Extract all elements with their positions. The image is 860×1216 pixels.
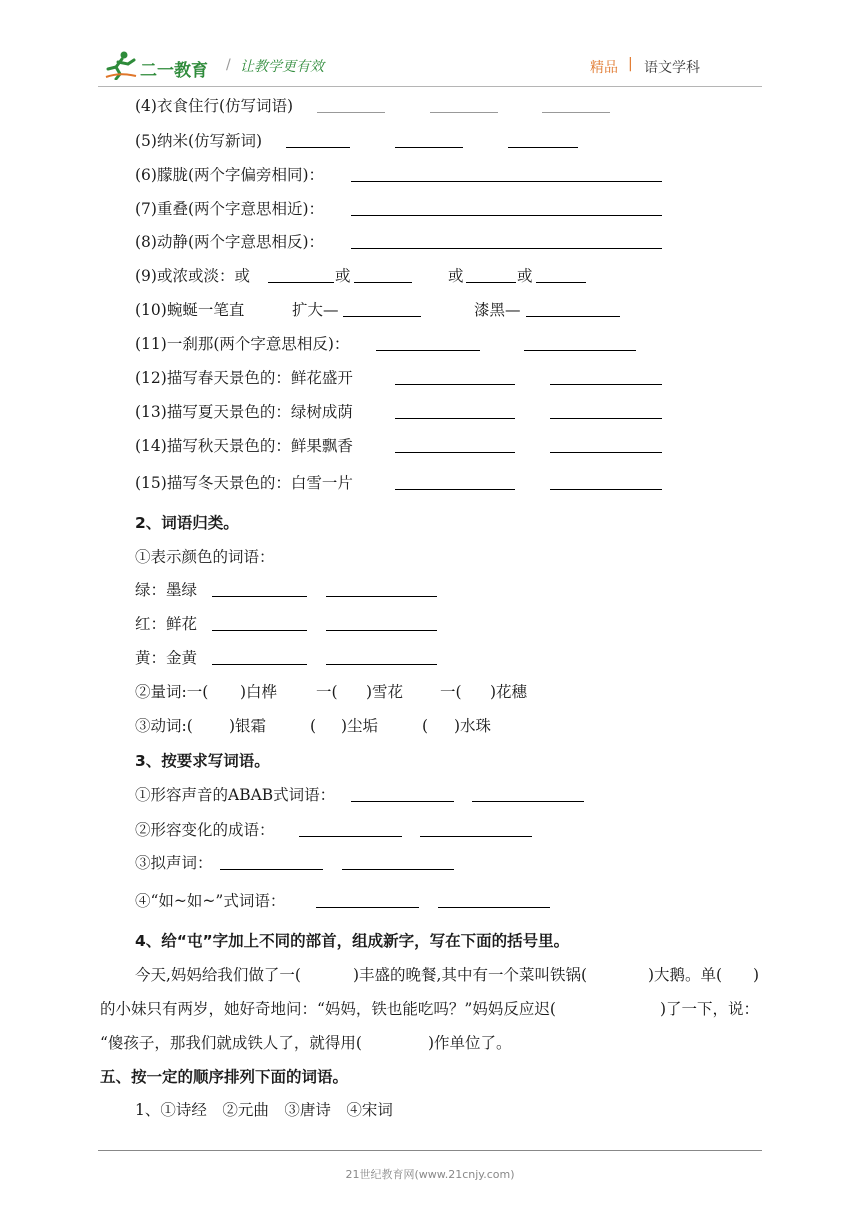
blank[interactable] <box>550 404 662 419</box>
section-2-title: 2、词语归类。 <box>135 514 239 532</box>
slogan: 让教学更有效 <box>240 59 324 75</box>
item-8 <box>135 232 324 252</box>
item-10-dark: 漆黑— <box>474 301 521 319</box>
blank[interactable] <box>395 404 515 419</box>
page-header <box>0 48 860 88</box>
ru-ru-prompt: ④“如~如~”式词语： <box>135 892 286 910</box>
item-5 <box>135 131 262 151</box>
measure-word-text: 一( <box>316 683 338 701</box>
verb-text: )尘垢 <box>341 717 379 735</box>
paragraph-text: “傻孩子，那我们就成铁人了，就得用( <box>100 1034 362 1052</box>
blank[interactable] <box>220 855 323 870</box>
order-words-item: 1、①诗经 ②元曲 ③唐诗 ④宋词 <box>135 1101 393 1119</box>
measure-word-text: )花穗 <box>490 683 528 701</box>
item-10-expand: 扩大— <box>292 301 339 319</box>
item-9 <box>135 266 250 286</box>
blank[interactable] <box>212 650 307 665</box>
item-4 <box>135 96 293 116</box>
blank[interactable] <box>395 370 515 385</box>
footer-text: 21世纪教育网(www.21cnjy.com) <box>345 1168 515 1181</box>
slogan-separator: / <box>226 57 231 73</box>
header-rule <box>98 86 762 87</box>
blank[interactable] <box>326 616 437 631</box>
item-6 <box>135 165 324 185</box>
item-11-text: (11)一刹那(两个字意思相反)： <box>135 335 350 353</box>
paragraph-text: )丰盛的晚餐,其中有一个菜叫铁锅( <box>353 966 588 984</box>
measure-word-text: ②量词:一( <box>135 683 209 701</box>
blank[interactable] <box>212 582 307 597</box>
section-5-title: 五、按一定的顺序排列下面的词语。 <box>100 1068 349 1086</box>
onomatopoeia-prompt: ③拟声词： <box>135 854 213 872</box>
blank[interactable] <box>536 268 586 283</box>
blank[interactable] <box>317 98 385 113</box>
item-6-text: (6)朦胧(两个字偏旁相同)： <box>135 166 325 184</box>
abab-prompt: ①形容声音的ABAB式词语： <box>135 786 336 804</box>
blank[interactable] <box>299 822 402 837</box>
measure-word-text: )雪花 <box>366 683 404 701</box>
footer-rule <box>98 1150 762 1151</box>
blank[interactable] <box>268 268 334 283</box>
blank[interactable] <box>326 582 437 597</box>
change-idiom-prompt: ②形容变化的成语： <box>135 821 275 839</box>
badge-separator: | <box>628 56 633 72</box>
item-15-text: (15)描写冬天景色的：白雪一片 <box>135 474 353 492</box>
item-9-or: 或 <box>517 267 533 285</box>
blank[interactable] <box>542 98 610 113</box>
section-4-title: 4、给“屯”字加上不同的部首，组成新字，写在下面的括号里。 <box>135 932 570 950</box>
blank[interactable] <box>550 370 662 385</box>
item-8-text: (8)动静(两个字意思相反)： <box>135 233 325 251</box>
verb-text: ③动词:( <box>135 717 193 735</box>
paragraph-text: 的小妹只有两岁，她好奇地问：“妈妈，铁也能吃吗？”妈妈反应迟( <box>100 1000 556 1018</box>
yellow-label: 黄：金黄 <box>135 649 198 667</box>
verb-text: ( <box>310 717 317 735</box>
blank[interactable] <box>472 787 584 802</box>
item-12-text: (12)描写春天景色的：鲜花盛开 <box>135 369 353 387</box>
subject-label: 语文学科 <box>644 60 700 76</box>
blank[interactable] <box>351 201 662 216</box>
paragraph-text: ) <box>753 966 760 984</box>
color-words-prompt: ①表示颜色的词语： <box>135 548 275 566</box>
paragraph-text: )作单位了。 <box>428 1034 512 1052</box>
item-4-text: (4)衣食住行(仿写词语) <box>135 97 294 115</box>
blank[interactable] <box>508 133 578 148</box>
runner-logo-icon <box>104 50 138 80</box>
blank[interactable] <box>395 475 515 490</box>
item-9-text: (9)或浓或淡：或 <box>135 267 250 285</box>
item-7 <box>135 199 324 219</box>
blank[interactable] <box>550 438 662 453</box>
red-label: 红：鲜花 <box>135 615 198 633</box>
blank[interactable] <box>354 268 412 283</box>
blank[interactable] <box>343 302 421 317</box>
verb-text: )银霜 <box>229 717 267 735</box>
green-label: 绿：墨绿 <box>135 581 198 599</box>
item-10-text: (10)蜿蜒一笔直 <box>135 301 245 319</box>
blank[interactable] <box>438 893 550 908</box>
blank[interactable] <box>524 336 636 351</box>
section-3-title: 3、按要求写词语。 <box>135 752 270 770</box>
verb-text: ( <box>422 717 429 735</box>
measure-word-text: )白桦 <box>240 683 278 701</box>
paragraph-text: )了一下，说： <box>660 1000 760 1018</box>
blank[interactable] <box>466 268 516 283</box>
blank[interactable] <box>376 336 480 351</box>
measure-word-text: 一( <box>440 683 462 701</box>
blank[interactable] <box>550 475 662 490</box>
paragraph-text: )大鹅。单( <box>648 966 723 984</box>
item-13-text: (13)描写夏天景色的：绿树成荫 <box>135 403 353 421</box>
blank[interactable] <box>351 167 662 182</box>
blank[interactable] <box>326 650 437 665</box>
item-9-or: 或 <box>448 267 464 285</box>
blank[interactable] <box>342 855 454 870</box>
blank[interactable] <box>351 234 662 249</box>
blank[interactable] <box>395 133 463 148</box>
blank[interactable] <box>395 438 515 453</box>
item-5-text: (5)纳米(仿写新词) <box>135 132 263 150</box>
item-7-text: (7)重叠(两个字意思相近)： <box>135 200 325 218</box>
blank[interactable] <box>430 98 498 113</box>
item-14-text: (14)描写秋天景色的：鲜果飘香 <box>135 437 353 455</box>
badge-label: 精品 <box>590 60 618 76</box>
verb-text: )水珠 <box>454 717 492 735</box>
paragraph-text: 今天,妈妈给我们做了一( <box>135 966 301 984</box>
blank[interactable] <box>286 133 350 148</box>
logo-text: 二一教育 <box>140 61 208 81</box>
blank[interactable] <box>420 822 532 837</box>
blank[interactable] <box>212 616 307 631</box>
blank[interactable] <box>316 893 419 908</box>
blank[interactable] <box>526 302 620 317</box>
blank[interactable] <box>351 787 454 802</box>
item-9-or: 或 <box>335 267 351 285</box>
